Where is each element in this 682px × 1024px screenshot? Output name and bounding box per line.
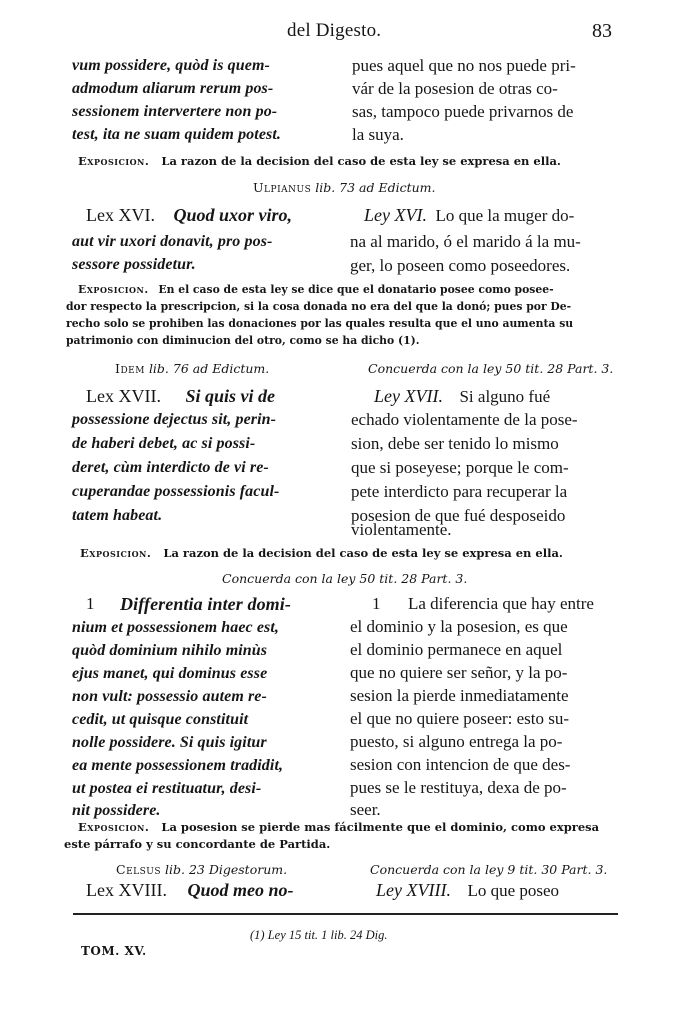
lex-title: Quod meo no- [187, 880, 294, 900]
lex16-spanish-head [364, 205, 574, 226]
latin-line: test, ita ne suam quidem potest. [72, 126, 281, 143]
source-author: Idem [115, 361, 145, 376]
source-ulpianus [253, 180, 436, 195]
spanish-line: puesto, si alguno entrega la po- [350, 732, 563, 751]
latin-line: de haberi debet, ac si possi- [72, 435, 256, 452]
latin-line: deret, cùm interdicto de vi re- [72, 459, 269, 476]
latin-line: admodum aliarum rerum pos- [72, 80, 274, 97]
lex17-latin-head [86, 386, 275, 407]
lex-title: Quod uxor viro, [173, 205, 293, 225]
lex-title: Si quis vi de [185, 386, 275, 406]
ley-number: Ley XVIII. [376, 880, 451, 900]
footnote: (1) Ley 15 tit. 1 lib. 24 Dig. [250, 928, 388, 942]
ley-first-line: Si alguno fué [459, 387, 551, 406]
ley-first-line: Lo que la muger do- [435, 206, 575, 225]
spanish-line: pues se le restituya, dexa de po- [350, 778, 567, 797]
lex18-spanish-head [376, 880, 559, 901]
ley-first-line: Lo que poseo [467, 881, 560, 900]
ley-number: Ley XVII. [374, 386, 443, 406]
source-text: lib. 23 Digestorum. [165, 862, 288, 877]
latin-line: aut vir uxori donavit, pro pos- [72, 233, 273, 250]
latin-line: nium et possessionem haec est, [72, 619, 280, 636]
spanish-line: pete interdicto para recuperar la [351, 482, 568, 501]
spanish-line: na al marido, ó el marido á la mu- [350, 232, 581, 251]
latin-line: vum possidere, quòd is quem- [72, 57, 270, 74]
latin-line: ejus manet, qui dominus esse [72, 665, 268, 682]
spanish-line: seer. [350, 800, 381, 819]
exposicion-line: este párrafo y su concordante de Partida. [64, 837, 331, 851]
exposicion-line: dor respecto la prescripcion, si la cosa donada no era del que la donó; pues por De- [66, 300, 572, 313]
exposicion-text: La posesion se pierde mas fácilmente que el dominio, como expresa [161, 820, 600, 834]
latin-line: quòd dominium nihilo minùs [72, 642, 268, 659]
source-text: lib. 76 ad Edictum. [148, 361, 270, 376]
source-idem [115, 361, 269, 376]
spanish-paragraph-number: 1 [372, 594, 381, 613]
lex17-spanish-head [374, 386, 550, 407]
spanish-line: La diferencia que hay entre [408, 594, 594, 613]
spanish-line: ger, lo poseen como poseedores. [350, 256, 571, 275]
latin-line: ea mente possessionem tradidit, [72, 757, 284, 774]
spanish-line: que no quiere ser señor, y la po- [350, 663, 568, 682]
lex16-latin-head [86, 205, 292, 226]
spanish-line: posesion de que fué desposeido [351, 506, 566, 525]
lex18-latin-head [86, 880, 293, 901]
latin-line: cedit, ut quisque constituit [72, 711, 249, 728]
exposicion-3 [80, 546, 563, 560]
source-concordance-3: Concuerda con la ley 50 tit. 28 Part. 3. [222, 571, 468, 586]
spanish-line: echado violentamente de la pose- [351, 410, 578, 429]
exposicion-text: La razon de la decision del caso de esta ley se expresa en ella. [161, 154, 561, 168]
page-number: 83 [592, 20, 612, 42]
latin-line: sessionem intervertere non po- [72, 103, 278, 120]
source-celsus [116, 862, 287, 877]
lex-number: Lex XVII. [86, 386, 161, 406]
spanish-line: sion, debe ser tenido lo mismo [351, 434, 559, 453]
source-author: Celsus [116, 862, 162, 877]
spanish-line: el que no quiere poseer: esto su- [350, 709, 570, 728]
latin-paragraph-number: 1 [86, 594, 95, 613]
latin-line: tatem habeat. [72, 507, 163, 524]
ley-number: Ley XVI. [364, 205, 427, 225]
source-text: lib. 73 ad Edictum. [315, 180, 436, 195]
exposicion-line: patrimonio con diminucion del otro, como se ha dicho (1). [66, 334, 420, 347]
latin-line: nit possidere. [72, 802, 161, 819]
source-concordance-2: Concuerda con la ley 50 tit. 28 Part. 3. [368, 361, 614, 376]
volume-signature: TOM. XV. [81, 944, 147, 958]
latin-line: cuperandae possessionis facul- [72, 483, 280, 500]
latin-line: possessione dejectus sit, perin- [72, 411, 277, 428]
running-header: del Digesto. [287, 20, 382, 41]
source-concordance-4: Concuerda con la ley 9 tit. 30 Part. 3. [370, 862, 608, 877]
exposicion-text: La razon de la decision del caso de esta ley se expresa en ella. [163, 546, 563, 560]
latin-line: nolle possidere. Si quis igitur [72, 734, 267, 751]
exposicion-line: recho solo se prohiben las donaciones por las quales resulta que el uno aumenta su [66, 317, 574, 330]
exposicion-label: Exposicion. [78, 820, 150, 834]
spanish-line: sesion con intencion de que des- [350, 755, 571, 774]
spanish-line: violentamente. [351, 520, 452, 539]
exposicion-label: Exposicion. [78, 154, 150, 168]
spanish-line: vár de la posesion de otras co- [352, 79, 558, 98]
lex-number: Lex XVIII. [86, 880, 167, 900]
spanish-line: sesion la pierde inmediatamente [350, 686, 569, 705]
latin-line: ut postea ei restituatur, desi- [72, 780, 262, 797]
spanish-line: que si poseyese; porque le com- [351, 458, 569, 477]
lex-number: Lex XVI. [86, 205, 155, 225]
exposicion-label: Exposicion. [78, 283, 149, 296]
spanish-line: sas, tampoco puede privarnos de [352, 102, 574, 121]
spanish-line: la suya. [352, 125, 404, 144]
exposicion-label: Exposicion. [80, 546, 152, 560]
latin-line: Differentia inter domi- [120, 594, 291, 614]
source-author: Ulpianus [253, 180, 312, 195]
latin-line: sessore possidetur. [72, 256, 196, 273]
spanish-line: el dominio permanece en aquel [350, 640, 563, 659]
spanish-line: pues aquel que no nos puede pri- [352, 56, 576, 75]
footnote-rule [73, 913, 618, 915]
spanish-line: el dominio y la posesion, es que [350, 617, 568, 636]
exposicion-text: En el caso de esta ley se dice que el donatario posee como posee- [158, 283, 554, 296]
latin-line: non vult: possessio autem re- [72, 688, 267, 705]
exposicion-1 [78, 154, 561, 168]
